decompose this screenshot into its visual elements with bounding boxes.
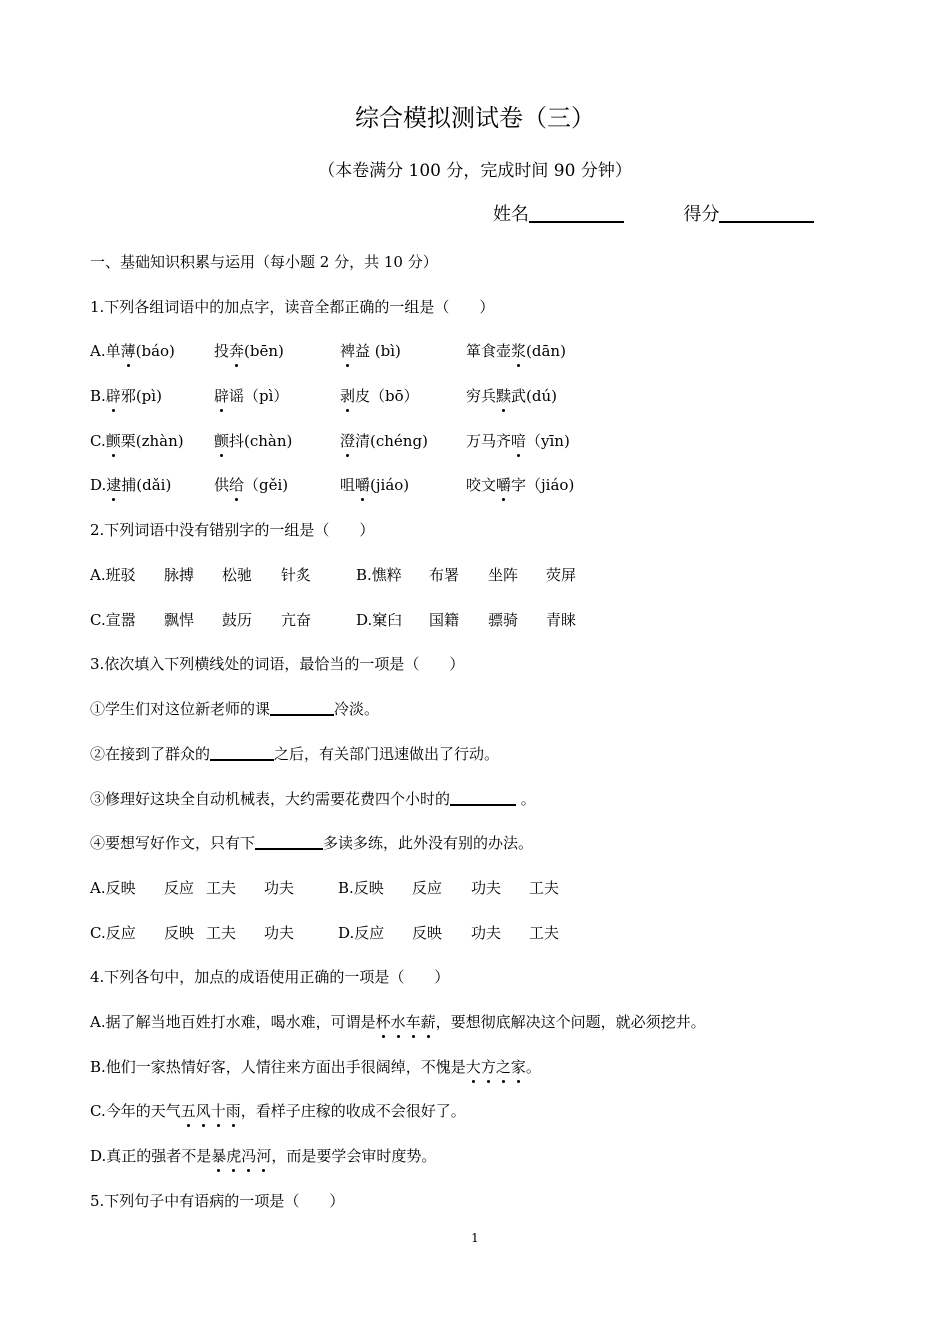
dotted-character: 风 xyxy=(195,1102,211,1120)
option-suffix: 武(dú) xyxy=(511,387,557,405)
option-suffix: 益 (bì) xyxy=(355,342,401,360)
option-text xyxy=(466,474,574,495)
option-suffix: (bēn) xyxy=(244,342,284,360)
option-prefix: 投 xyxy=(214,342,230,360)
question-4-option-c xyxy=(90,1100,466,1121)
option-prefix: 穷兵 xyxy=(466,387,497,405)
option-text: 骠骑 xyxy=(488,611,519,629)
sentence-text: ④要想写好作文，只有下 xyxy=(90,834,256,852)
dotted-idiom xyxy=(466,1058,526,1076)
option-suffix: 字（jiáo) xyxy=(511,476,575,494)
question-3-stem: 3.依次填入下列横线处的词语，最恰当的一项是（ ） xyxy=(90,655,465,673)
option-text: 反应 xyxy=(412,879,443,897)
question-1-stem: 1.下列各组词语中的加点字，读音全都正确的一组是（ ） xyxy=(90,298,495,316)
option-text: C.反应 xyxy=(90,924,136,942)
option-text: D.反应 xyxy=(338,924,385,942)
option-text xyxy=(90,474,171,495)
dotted-idiom xyxy=(376,1013,436,1031)
dotted-character: 逮 xyxy=(106,476,122,494)
option-text xyxy=(340,340,401,361)
option-prefix: 咀 xyxy=(340,476,356,494)
option-suffix: 谣（pì） xyxy=(229,387,289,405)
sentence-text: ③修理好这块全自动机械表，大约需要花费四个小时的 xyxy=(90,790,451,808)
sentence-text: 冷淡。 xyxy=(334,700,380,718)
dotted-character: 大 xyxy=(465,1058,481,1076)
dotted-character: 给 xyxy=(229,476,245,494)
question-3-sentence-4 xyxy=(90,832,533,853)
section-heading: 一、基础知识积累与运用（每小题 2 分，共 10 分） xyxy=(90,253,438,271)
option-text xyxy=(90,385,162,406)
page-title: 综合模拟测试卷（三） xyxy=(355,104,595,132)
option-text xyxy=(214,474,288,495)
sentence-text: B.他们一家热情好客，人情往来方面出手很阔绰，不愧是 xyxy=(90,1058,466,1076)
sentence-text: ，而是要学会审时度势。 xyxy=(271,1147,437,1165)
option-text: 功夫 xyxy=(471,924,502,942)
option-suffix: 捕(dǎi) xyxy=(121,476,172,494)
option-text: D.窠臼 xyxy=(356,611,403,629)
option-text: 工夫 xyxy=(206,879,237,897)
option-text: A.班驳 xyxy=(90,566,136,584)
question-4-option-a xyxy=(90,1011,706,1032)
option-text: 反映 xyxy=(164,924,195,942)
question-4-option-b xyxy=(90,1056,541,1077)
fill-blank[interactable] xyxy=(450,788,516,806)
sentence-text: 。 xyxy=(516,790,536,808)
dotted-character: 澄 xyxy=(340,432,356,450)
option-text: 功夫 xyxy=(264,924,295,942)
score-label: 得分 xyxy=(683,204,720,225)
option-prefix: 万马齐 xyxy=(466,432,512,450)
dotted-character: 水 xyxy=(390,1013,406,1031)
option-suffix: 邪(pì) xyxy=(120,387,162,405)
sentence-text: 之后，有关部门迅速做出了行动。 xyxy=(274,745,500,763)
name-label: 姓名 xyxy=(493,204,529,225)
option-text: 针炙 xyxy=(281,566,312,584)
option-text: 工夫 xyxy=(529,879,560,897)
question-3-sentence-1 xyxy=(90,698,379,719)
dotted-character: 五 xyxy=(180,1102,196,1120)
option-text: C.宣嚣 xyxy=(90,611,136,629)
option-text: A.反映 xyxy=(90,879,136,897)
dotted-character: 雨 xyxy=(225,1102,241,1120)
dotted-character: 颤 xyxy=(105,432,121,450)
dotted-character: 十 xyxy=(210,1102,226,1120)
dotted-character: 暴 xyxy=(211,1147,227,1165)
option-text: 工夫 xyxy=(529,924,560,942)
dotted-character: 虎 xyxy=(226,1147,242,1165)
fill-blank[interactable] xyxy=(270,698,334,716)
sentence-text: A.据了解当地百姓打水难，喝水难，可谓是 xyxy=(90,1013,376,1031)
dotted-character: 家 xyxy=(510,1058,526,1076)
dotted-character: 辟 xyxy=(105,387,121,405)
option-suffix: 栗(zhàn) xyxy=(120,432,184,450)
option-text: 飘悍 xyxy=(164,611,195,629)
option-prefix: A.单 xyxy=(90,342,121,360)
dotted-character: 杯 xyxy=(375,1013,391,1031)
option-text xyxy=(214,385,288,406)
option-text: 国籍 xyxy=(429,611,460,629)
dotted-character: 颤 xyxy=(214,432,230,450)
option-text: 坐阵 xyxy=(488,566,519,584)
page-number: 1 xyxy=(471,1231,479,1245)
option-text: 反映 xyxy=(412,924,443,942)
sentence-text: C.今年的天气 xyxy=(90,1102,181,1120)
sentence-text: ，要想彻底解决这个问题，就必须挖井。 xyxy=(435,1013,706,1031)
dotted-character: 奔 xyxy=(229,342,245,360)
option-text: 布署 xyxy=(429,566,460,584)
sentence-text: D.真正的强者不是 xyxy=(90,1147,212,1165)
option-text xyxy=(466,430,570,451)
question-2-stem: 2.下列词语中没有错别字的一组是（ ） xyxy=(90,521,375,539)
option-suffix: (jiáo) xyxy=(370,476,410,494)
question-5-stem: 5.下列句子中有语病的一项是（ ） xyxy=(90,1192,345,1210)
option-suffix: 清(chéng) xyxy=(355,432,428,450)
sentence-text: ②在接到了群众的 xyxy=(90,745,211,763)
option-text: 工夫 xyxy=(206,924,237,942)
option-text xyxy=(214,340,284,361)
fill-blank[interactable] xyxy=(210,743,274,761)
dotted-idiom xyxy=(211,1147,271,1165)
dotted-idiom xyxy=(181,1102,241,1120)
option-prefix: D. xyxy=(90,476,107,494)
dotted-character: 薪 xyxy=(420,1013,436,1031)
dotted-character: 裨 xyxy=(340,342,356,360)
option-text xyxy=(340,474,409,495)
option-text xyxy=(90,430,184,451)
dotted-character: 薄 xyxy=(120,342,136,360)
sentence-text: ，看样子庄稼的收成不会很好了。 xyxy=(240,1102,466,1120)
dotted-character: 冯 xyxy=(241,1147,257,1165)
dotted-character: 嚼 xyxy=(355,476,371,494)
dotted-character: 浆 xyxy=(511,342,527,360)
sentence-text: ①学生们对这位新老师的课 xyxy=(90,700,271,718)
option-text: B.憔粹 xyxy=(356,566,402,584)
option-suffix: 抖(chàn) xyxy=(229,432,293,450)
option-text xyxy=(340,430,428,451)
option-text: 荧屏 xyxy=(546,566,577,584)
question-4-option-d xyxy=(90,1145,436,1166)
dotted-character: 方 xyxy=(480,1058,496,1076)
option-text xyxy=(466,340,566,361)
option-text: 功夫 xyxy=(264,879,295,897)
option-text xyxy=(214,430,292,451)
dotted-character: 剥 xyxy=(340,387,356,405)
sentence-text: 多读多练，此外没有别的办法。 xyxy=(323,834,534,852)
option-suffix: 皮（bō） xyxy=(355,387,419,405)
dotted-character: 之 xyxy=(495,1058,511,1076)
option-suffix: （yīn) xyxy=(526,432,570,450)
dotted-character: 黩 xyxy=(496,387,512,405)
option-prefix: 箪食壶 xyxy=(466,342,512,360)
option-prefix: C. xyxy=(90,432,106,450)
fill-blank[interactable] xyxy=(255,832,323,850)
option-suffix: (dān) xyxy=(526,342,566,360)
sentence-text: 。 xyxy=(525,1058,541,1076)
student-fields xyxy=(493,200,814,226)
score-blank[interactable] xyxy=(719,201,814,223)
dotted-character: 喑 xyxy=(511,432,527,450)
question-3-sentence-3 xyxy=(90,788,536,809)
option-text: 反应 xyxy=(164,879,195,897)
option-prefix: B. xyxy=(90,387,106,405)
question-3-sentence-2 xyxy=(90,743,499,764)
option-prefix: 供 xyxy=(214,476,230,494)
option-prefix: 咬文 xyxy=(466,476,497,494)
dotted-character: 嚼 xyxy=(496,476,512,494)
exam-subtitle: （本卷满分 100 分，完成时间 90 分钟） xyxy=(318,161,632,181)
option-suffix: (báo) xyxy=(135,342,175,360)
option-text: B.反映 xyxy=(338,879,384,897)
option-text xyxy=(340,385,419,406)
option-text: 青睐 xyxy=(546,611,577,629)
option-suffix: （gěi) xyxy=(244,476,289,494)
question-4-stem: 4.下列各句中，加点的成语使用正确的一项是（ ） xyxy=(90,968,450,986)
option-text: 功夫 xyxy=(471,879,502,897)
option-text: 鼓历 xyxy=(222,611,253,629)
option-text: 脉搏 xyxy=(164,566,195,584)
option-text xyxy=(90,340,175,361)
option-text: 松驰 xyxy=(222,566,253,584)
dotted-character: 河 xyxy=(256,1147,272,1165)
option-text: 亢奋 xyxy=(281,611,312,629)
dotted-character: 车 xyxy=(405,1013,421,1031)
option-text xyxy=(466,385,557,406)
name-blank[interactable] xyxy=(529,201,624,223)
dotted-character: 辟 xyxy=(214,387,230,405)
